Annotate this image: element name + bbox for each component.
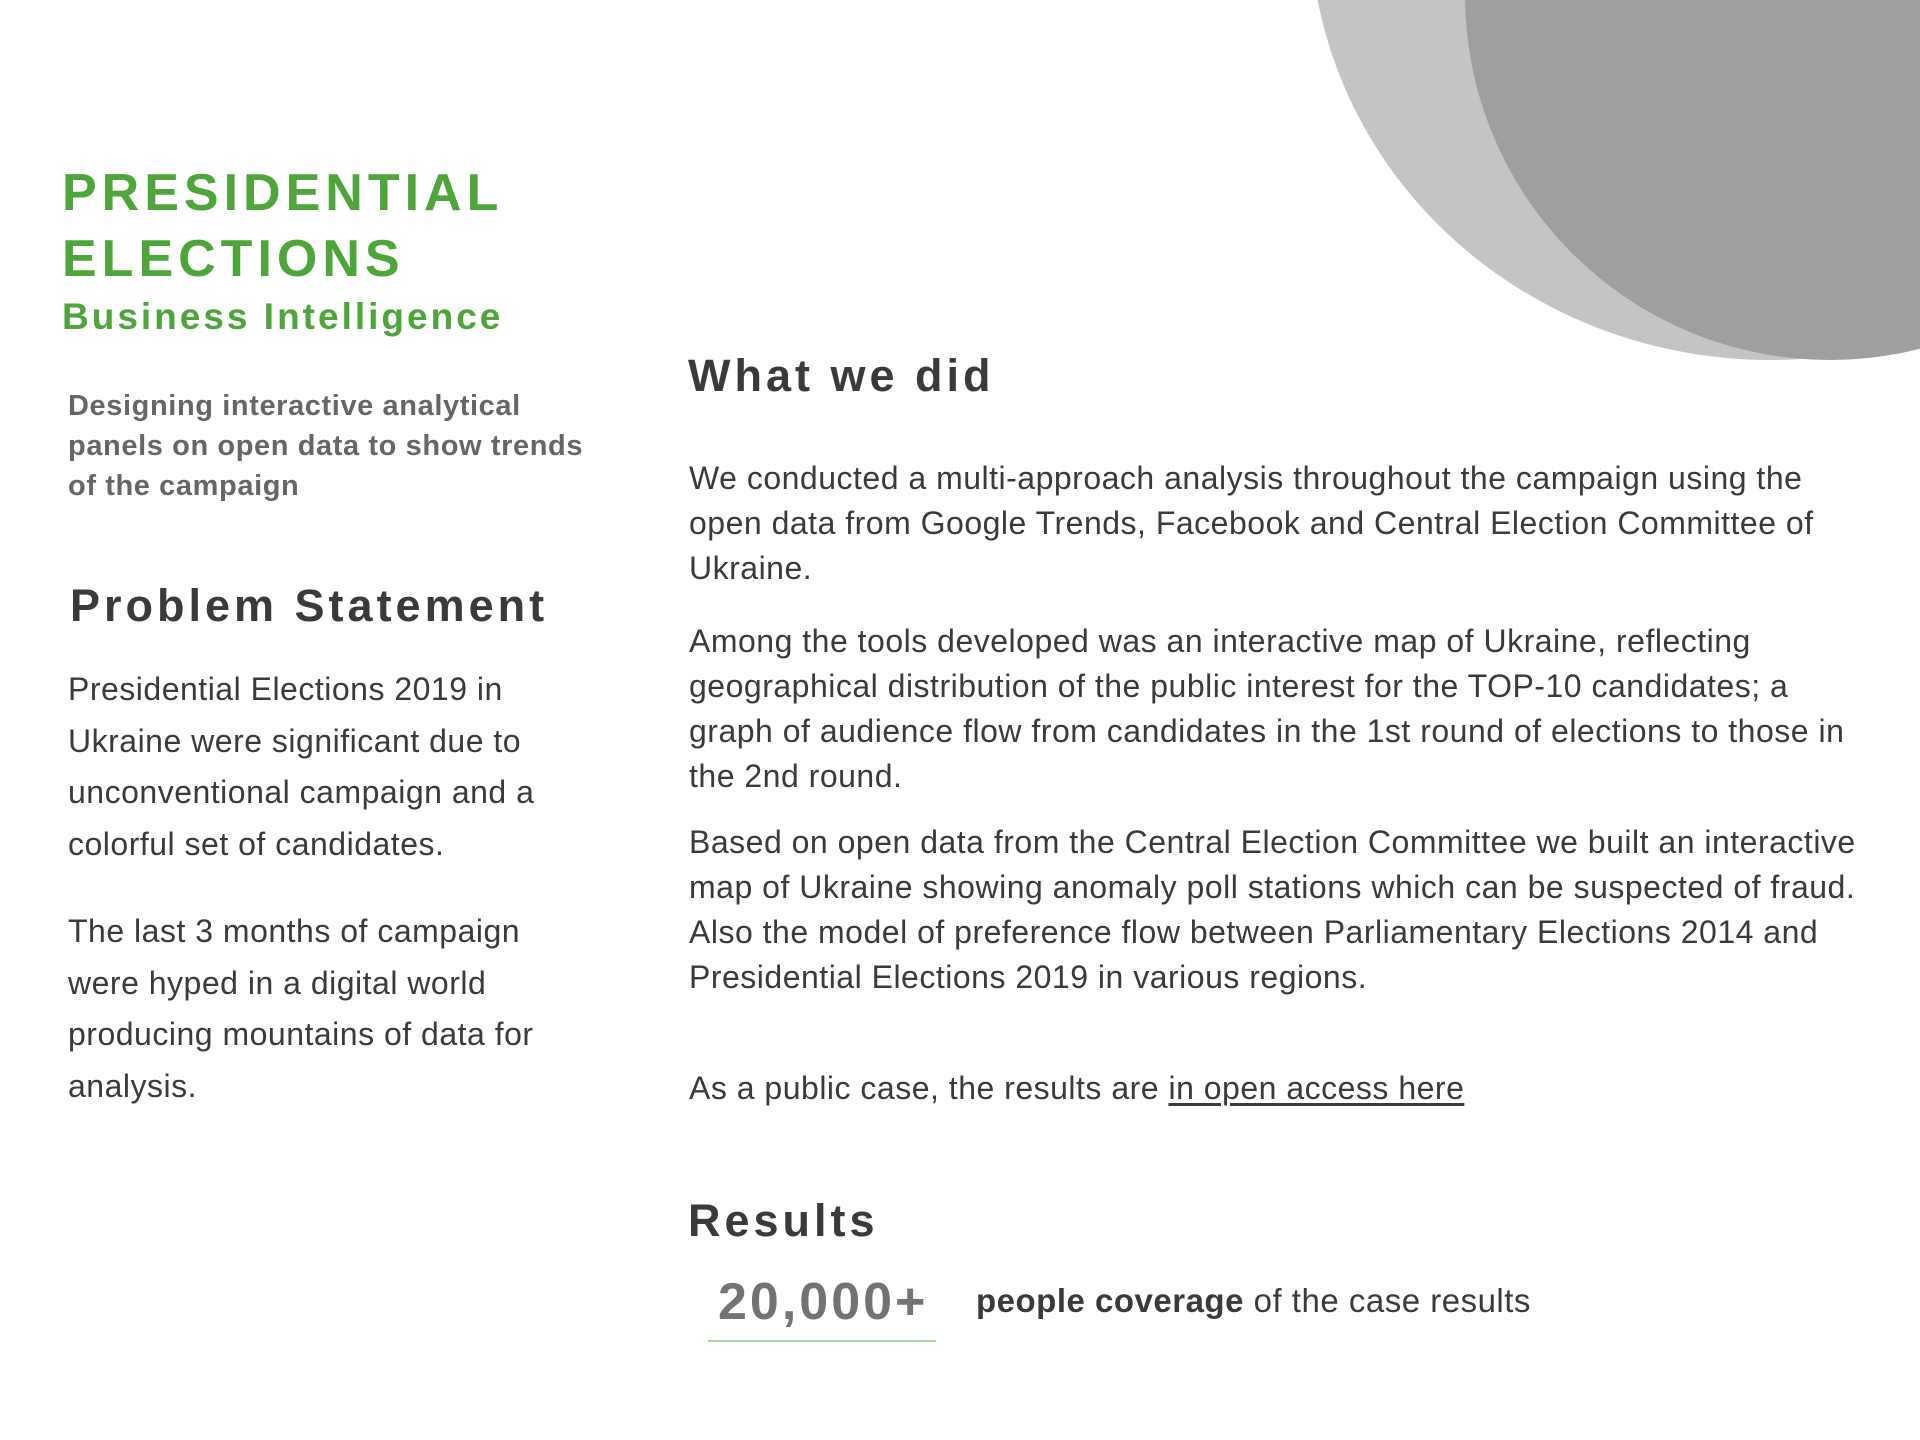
decorative-circle-dark (1465, 0, 1920, 360)
problem-statement-heading: Problem Statement (70, 580, 549, 631)
results-heading: Results (688, 1195, 879, 1246)
open-access-line (689, 1066, 1869, 1111)
tagline: Designing interactive analytical panels on open data to show trends of the campaign (68, 390, 584, 502)
open-access-prefix: As a public case, the results are (689, 1070, 1169, 1106)
what-we-did-paragraph-3: Based on open data from the Central Election Committee we built an interactive map of Ukraine showing anomaly poll stations which can be suspected of fraud. Also the model of preference flow between Parliamentary Elections 2014 and Presidential Elections 2019 in various regions. (689, 824, 1856, 995)
page-title-line-2: ELECTIONS (62, 230, 405, 288)
results-metric-label (976, 1282, 1531, 1320)
page-subtitle: Business Intelligence (62, 296, 504, 337)
problem-paragraph-1: Presidential Elections 2019 in Ukraine were significant due to unconventional campaign and a colorful set of candidates. (68, 671, 535, 862)
what-we-did-paragraph-1: We conducted a multi-approach analysis throughout the campaign using the open data from Google Trends, Facebook and Central Election Committee of Ukraine. (689, 460, 1814, 586)
problem-paragraph-2: The last 3 months of campaign were hyped in a digital world producing mountains of data for analysis. (68, 913, 534, 1104)
what-we-did-heading: What we did (688, 350, 995, 401)
results-metric-value: 20,000+ (708, 1272, 936, 1342)
results-metric-label-rest: of the case results (1243, 1282, 1531, 1319)
what-we-did-paragraph-2: Among the tools developed was an interactive map of Ukraine, reflecting geographical distribution of the public interest for the TOP-10 candidates; a graph of audience flow from candidates in the 1st round of elections to those in the 2nd round. (689, 623, 1845, 794)
page-title (62, 160, 503, 292)
results-metric-label-bold: people coverage (976, 1282, 1244, 1319)
page-title-line-1: PRESIDENTIAL (62, 164, 504, 222)
open-access-link[interactable]: in open access here (1168, 1070, 1465, 1106)
